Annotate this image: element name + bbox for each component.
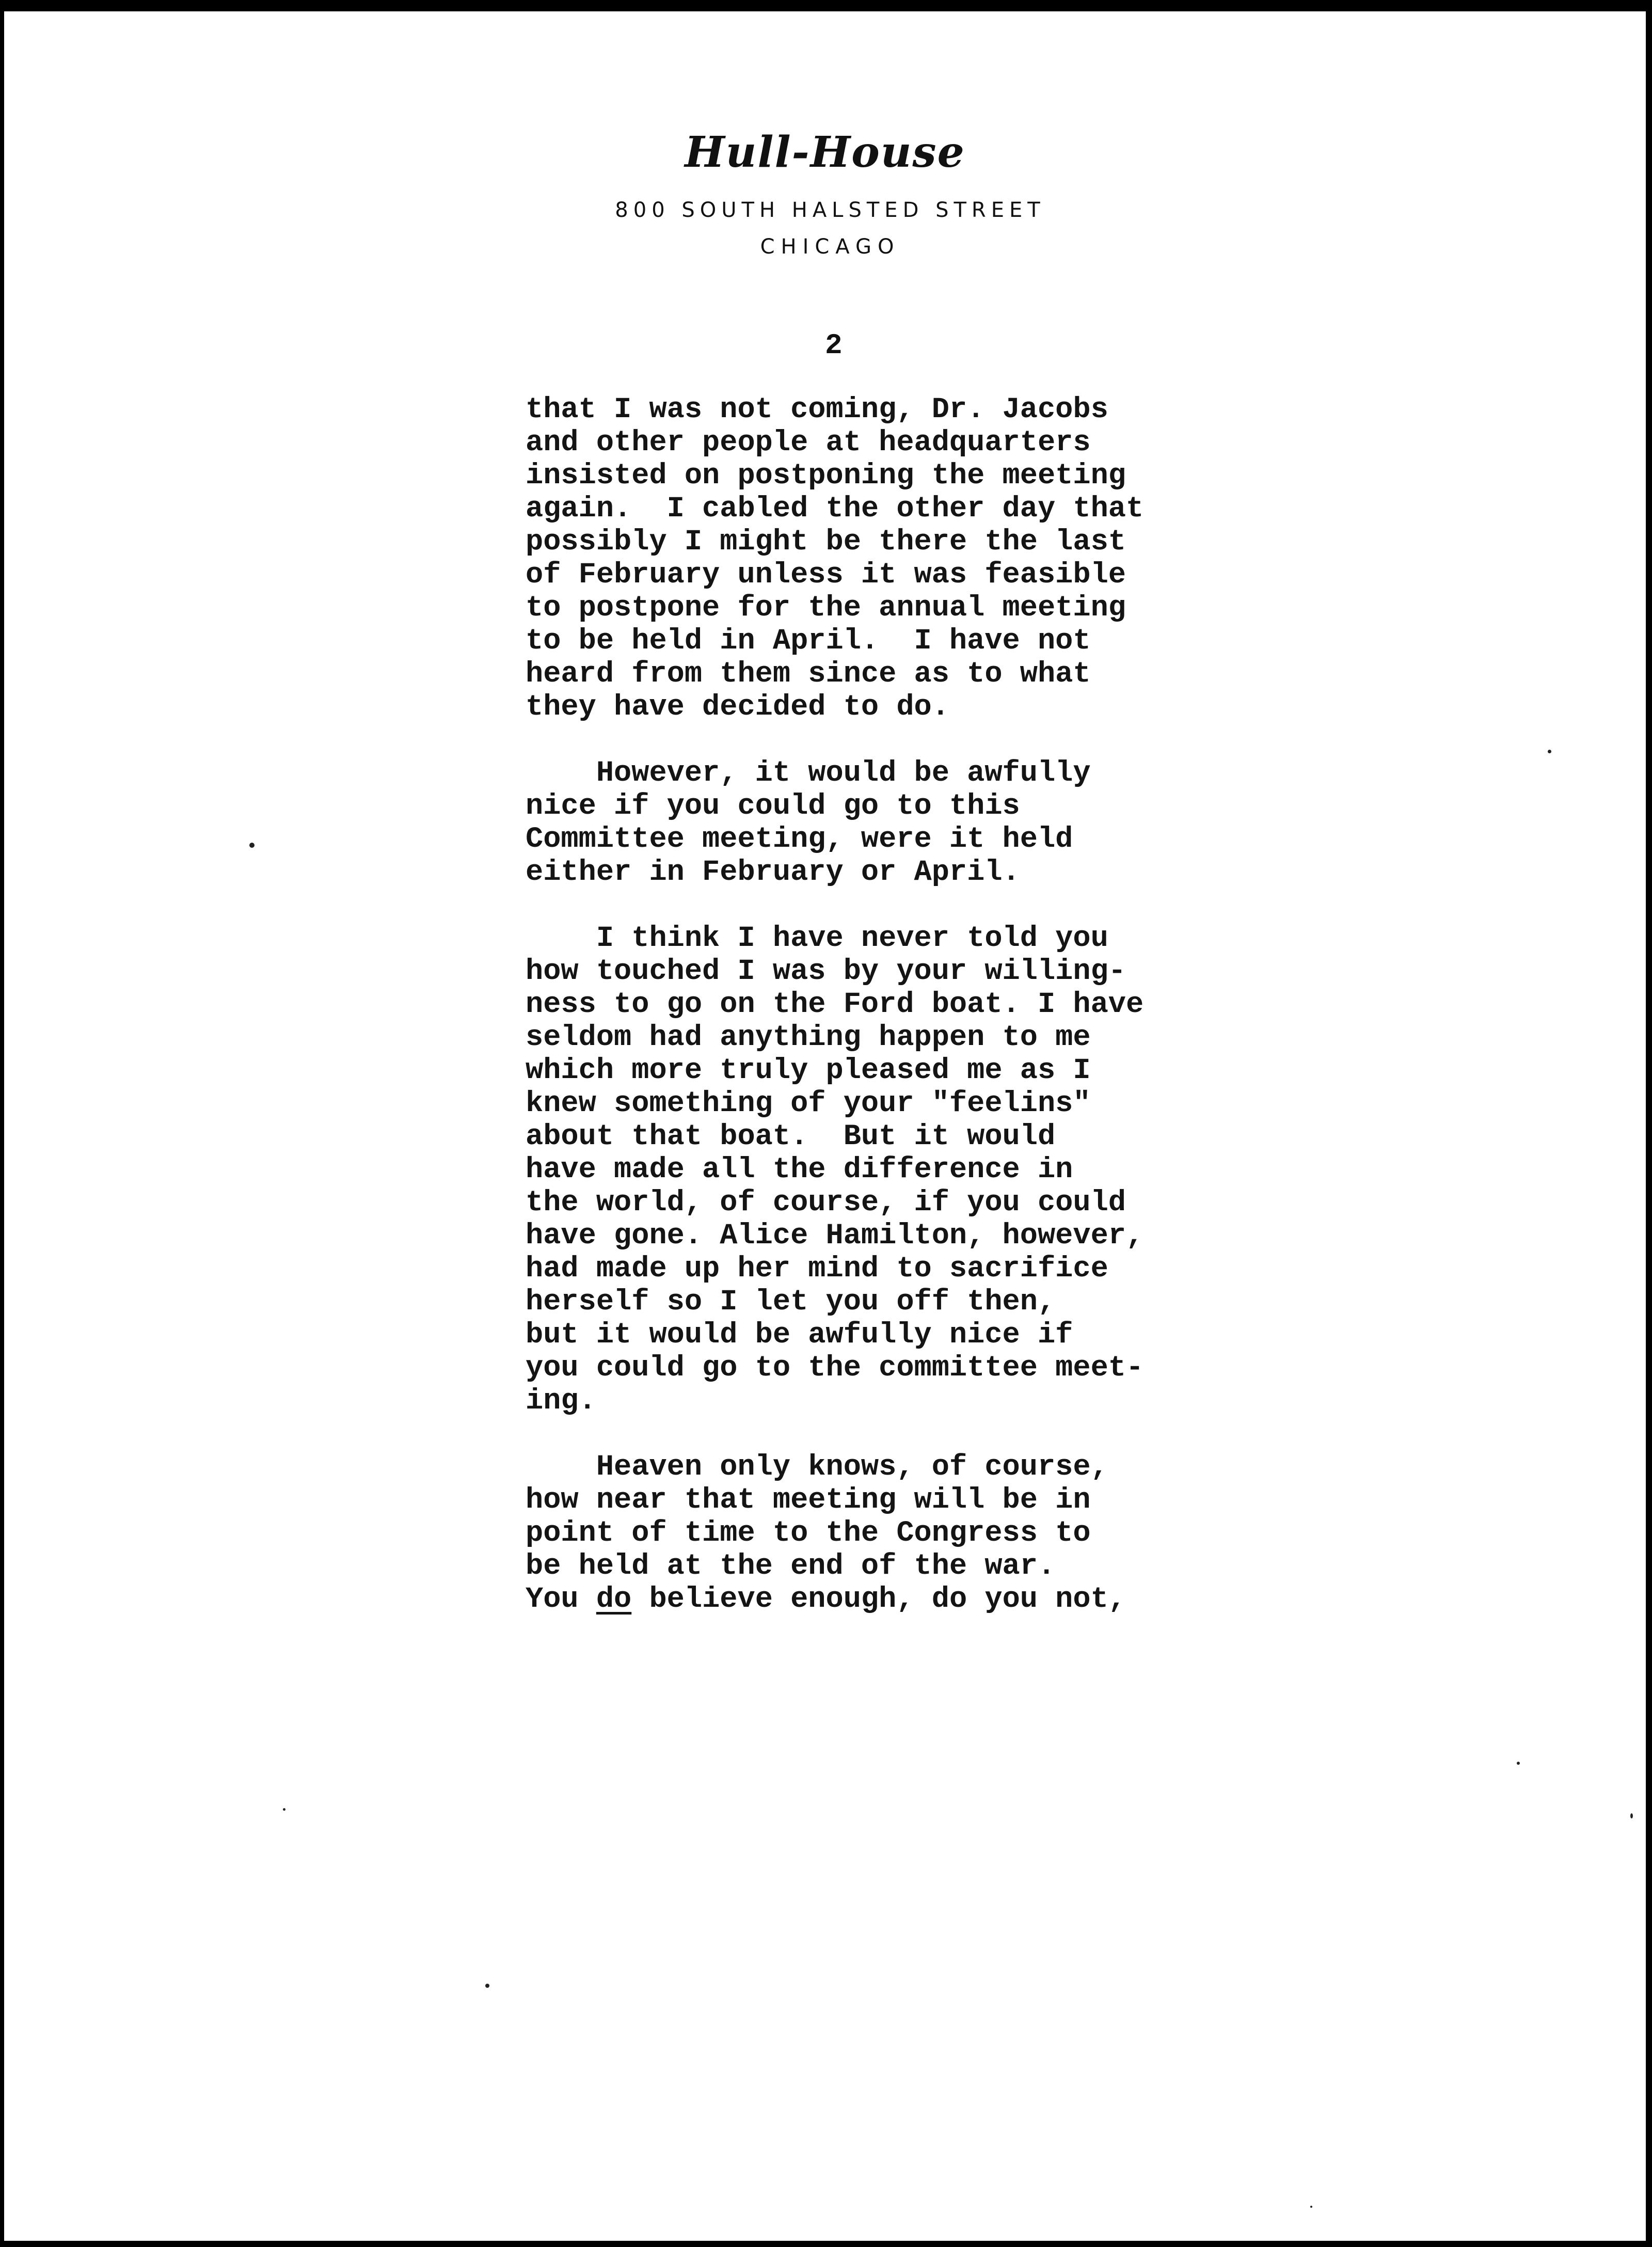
text-line: the world, of course, if you could	[526, 1186, 1126, 1220]
letter-page	[4, 11, 1646, 2241]
text-line: how near that meeting will be in	[526, 1484, 1091, 1517]
text-line: Heaven only knows, of course,	[526, 1451, 1108, 1484]
text-line: possibly I might be there the last	[526, 526, 1126, 559]
text-line: had made up her mind to sacrifice	[526, 1253, 1108, 1286]
text-line: again. I cabled the other day that	[526, 493, 1144, 526]
page-number: 2	[825, 329, 843, 362]
text-line: to postpone for the annual meeting	[526, 592, 1126, 625]
text-before-emphasis: You	[526, 1583, 596, 1616]
scan-speck	[1310, 2206, 1312, 2208]
text-line: of February unless it was feasible	[526, 559, 1126, 592]
text-line: heard from them since as to what	[526, 658, 1091, 691]
text-line: that I was not coming, Dr. Jacobs	[526, 393, 1108, 426]
text-line: ing.	[526, 1385, 596, 1418]
scan-speck	[283, 1808, 285, 1811]
scan-speck	[1548, 750, 1551, 753]
text-after-emphasis: believe enough, do you not,	[631, 1583, 1126, 1616]
text-line: which more truly pleased me as I	[526, 1054, 1091, 1087]
paragraph	[526, 757, 1248, 889]
paragraph	[526, 922, 1248, 1418]
text-line: Committee meeting, were it held	[526, 823, 1073, 856]
scan-speck	[249, 843, 255, 848]
text-line: to be held in April. I have not	[526, 625, 1091, 658]
text-line: have gone. Alice Hamilton, however,	[526, 1220, 1144, 1253]
text-line: seldom had anything happen to me	[526, 1021, 1091, 1054]
text-line: have made all the difference in	[526, 1153, 1073, 1186]
text-line: knew something of your "feelins"	[526, 1087, 1091, 1120]
text-line-final	[526, 1583, 1248, 1616]
paragraph	[526, 1451, 1248, 1616]
text-line: how touched I was by your willing-	[526, 955, 1126, 988]
text-line: either in February or April.	[526, 856, 1020, 889]
text-line: herself so I let you off then,	[526, 1286, 1056, 1319]
text-line: about that boat. But it would	[526, 1120, 1056, 1153]
letterhead-address: 800 SOUTH HALSTED STREET	[615, 198, 1045, 222]
text-line: and other people at headquarters	[526, 426, 1091, 460]
paragraph	[526, 393, 1248, 724]
letterhead-city: CHICAGO	[760, 235, 900, 259]
text-line: insisted on postponing the meeting	[526, 460, 1126, 493]
scan-speck	[1630, 1813, 1633, 1818]
scan-speck	[485, 1984, 489, 1988]
text-line: they have decided to do.	[526, 691, 949, 724]
scan-speck	[1517, 1762, 1520, 1765]
text-line: ness to go on the Ford boat. I have	[526, 988, 1144, 1021]
text-line: but it would be awfully nice if	[526, 1319, 1073, 1352]
text-line: However, it would be awfully	[526, 757, 1091, 790]
text-line: nice if you could go to this	[526, 790, 1020, 823]
underlined-word: do	[596, 1583, 632, 1616]
letterhead-name: Hull-House	[685, 128, 965, 177]
text-line: point of time to the Congress to	[526, 1517, 1091, 1550]
letter-body	[526, 393, 1248, 1616]
text-line: you could go to the committee meet-	[526, 1352, 1144, 1385]
text-line: I think I have never told you	[526, 922, 1108, 955]
text-line: be held at the end of the war.	[526, 1550, 1056, 1583]
